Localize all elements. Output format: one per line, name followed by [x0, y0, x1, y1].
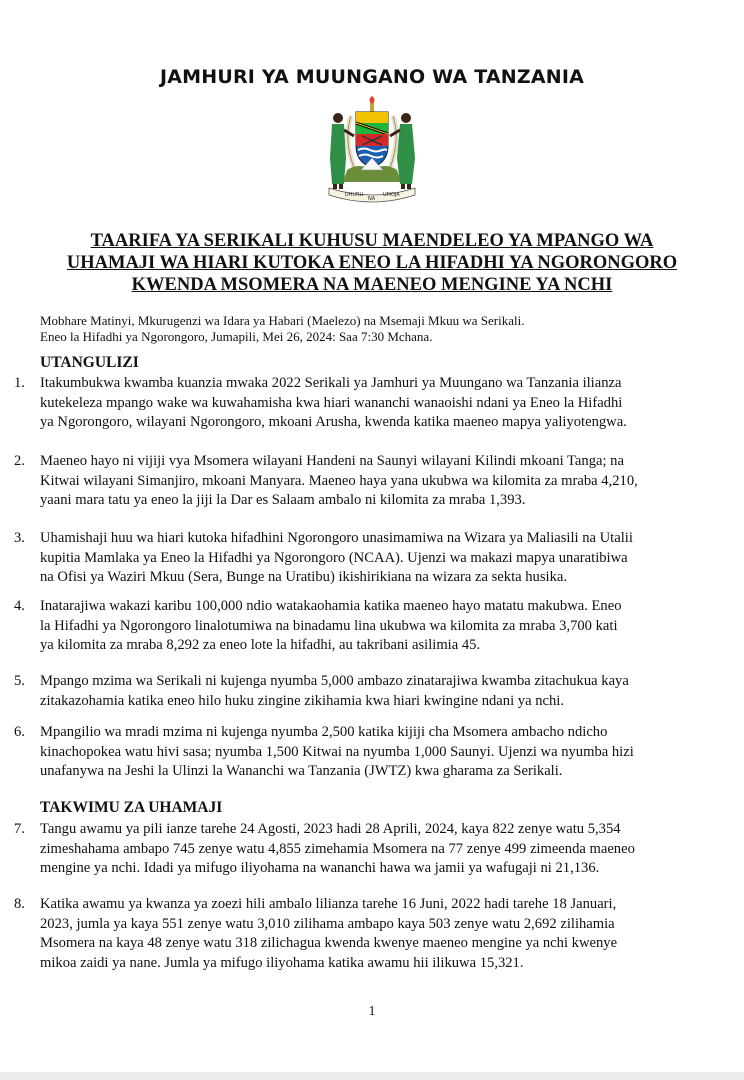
item-line: Inatarajiwa wakazi karibu 100,000 ndio watakaohamia katika maeneo hayo matatu makubwa. Eneo [40, 598, 622, 614]
page-number: 1 [368, 1004, 376, 1019]
motto-right: UMOJA [383, 192, 400, 198]
motto-left: UHURU [345, 192, 364, 198]
title-line: UHAMAJI WA HIARI KUTOKA ENEO LA HIFADHI YA NGORONGORO [66, 253, 678, 273]
document-title [40, 230, 704, 296]
item-line: Tangu awamu ya pili ianze tarehe 24 Agosti, 2023 hadi 28 Aprili, 2024, kaya 822 zenye watu 5,354 [40, 821, 621, 837]
byline-dateline: Eneo la Hifadhi ya Ngorongoro, Jumapili, Mei 26, 2024: Saa 7:30 Mchana. [40, 329, 433, 344]
list-item [14, 374, 724, 433]
section-heading-stats: TAKWIMU ZA UHAMAJI [40, 799, 223, 816]
motto-center: NA [368, 196, 376, 202]
item-line: Uhamishaji huu wa hiari kutoka hifadhini Ngorongoro unasimamiwa na Wizara ya Maliasili na Utalii [40, 530, 633, 546]
item-number: 7. [14, 821, 25, 837]
title-line: TAARIFA YA SERIKALI KUHUSU MAENDELEO YA MPANGO WA [90, 231, 654, 251]
republic-heading: JAMHURI YA MUUNGANO WA TANZANIA [159, 66, 585, 88]
item-line: mengine ya nchi. Idadi ya mifugo iliyohama na wananchi hawa wa jamii ya wafugaji ni 21,136. [40, 860, 600, 876]
item-line: zimeshahama ambapo 745 zenye watu 4,855 zimehamia Msomera na 77 zenye 499 zimeenda maeneo [40, 840, 635, 857]
item-line: 2023, jumla ya kaya 551 zenye watu 3,010 zilihama ambapo kaya 503 zenye watu 2,692 zilihamia [40, 915, 615, 932]
list-item [14, 529, 724, 588]
list-item [14, 895, 724, 973]
item-line: Kitwai wilayani Simanjiro, mkoani Manyara. Maeneo haya yana ukubwa wa kilomita za mraba 4,210, [40, 472, 638, 489]
item-line: Msomera na kaya 48 zenye watu 318 zilichagua kwenda kwenye maeneo mengine ya nchi kwenye [40, 935, 618, 951]
item-line: na Ofisi ya Waziri Mkuu (Sera, Bunge na Uratibu) ikishirikiana na wizara za sekta husika. [40, 569, 568, 585]
item-line: kupitia Mamlaka ya Eneo la Hifadhi ya Ngorongoro (NCAA). Ujenzi wa makazi mapya unaratibiwa [40, 549, 628, 566]
item-number: 5. [14, 673, 25, 689]
item-line: ya kilomita za mraba 8,292 za eneo lote la hifadhi, au takribani asilimia 45. [40, 637, 481, 653]
item-number: 3. [14, 530, 25, 546]
item-line: Maeneo hayo ni vijiji vya Msomera wilayani Handeni na Saunyi wilayani Kilindi mkoani Tanga; na [40, 453, 624, 469]
page-bottom-edge [0, 1072, 744, 1080]
item-line: unafanywa na Jeshi la Ulinzi la Wananchi wa Tanzania (JWTZ) kwa gharama za Serikali. [40, 763, 563, 779]
item-line: zitakazohamia katika eneo hilo huku zingine zikihamia kwa hiari kwingine ndani ya nchi. [40, 692, 564, 709]
item-line: Katika awamu ya kwanza ya zoezi hili ambalo lilianza tarehe 16 Juni, 2022 hadi tarehe 18 Januari, [40, 896, 617, 912]
item-number: 4. [14, 598, 25, 614]
list-item [14, 672, 724, 711]
title-line: KWENDA MSOMERA NA MAENEO MENGINE YA NCHI [131, 275, 613, 295]
item-line: ya Ngorongoro, wilayani Ngorongoro, mkoani Arusha, kwenda katika maeneo mapya yaliyotengwa. [40, 414, 627, 430]
item-line: mikoa zaidi ya nane. Jumla ya mifugo iliyohama katika awamu hii ilikuwa 15,321. [40, 954, 524, 971]
item-line: yaani mara tatu ya eneo la jiji la Dar es Salaam ambalo ni kilomita za mraba 1,393. [40, 492, 526, 508]
coat-of-arms-emblem [321, 96, 423, 204]
byline-author: Mobhare Matinyi, Mkurugenzi wa Idara ya Habari (Maelezo) na Msemaji Mkuu wa Serikali. [40, 313, 525, 328]
item-line: la Hifadhi ya Ngorongoro linalotumiwa na binadamu lina ukubwa wa kilomita za mraba 3,700 kati [40, 617, 618, 634]
list-item [14, 452, 724, 511]
item-line: Mpango mzima wa Serikali ni kujenga nyumba 5,000 ambazo zinatarajiwa kwamba zitachukua kaya [40, 673, 629, 689]
section-heading-intro: UTANGULIZI [40, 354, 139, 371]
item-number: 2. [14, 453, 25, 469]
item-line: kinachopokea watu hivi sasa; nyumba 1,500 Kitwai na nyumba 1,000 Saunyi. Ujenzi wa nyumba hizi [40, 743, 634, 760]
item-number: 1. [14, 375, 25, 391]
list-item [14, 597, 724, 656]
item-number: 8. [14, 896, 25, 912]
list-item [14, 820, 724, 879]
item-line: Mpangilio wa mradi mzima ni kujenga nyumba 2,500 katika kijiji cha Msomera ambacho ndicho [40, 724, 608, 740]
item-number: 6. [14, 724, 25, 740]
byline [40, 313, 720, 345]
item-line: kutekeleza mpango wake wa kuwahamisha kwa hiari wananchi wanaoishi ndani ya Eneo la Hifadhi [40, 394, 623, 411]
list-item [14, 723, 724, 782]
item-line: Itakumbukwa kwamba kuanzia mwaka 2022 Serikali ya Jamhuri ya Muungano wa Tanzania ilianza [40, 375, 622, 391]
